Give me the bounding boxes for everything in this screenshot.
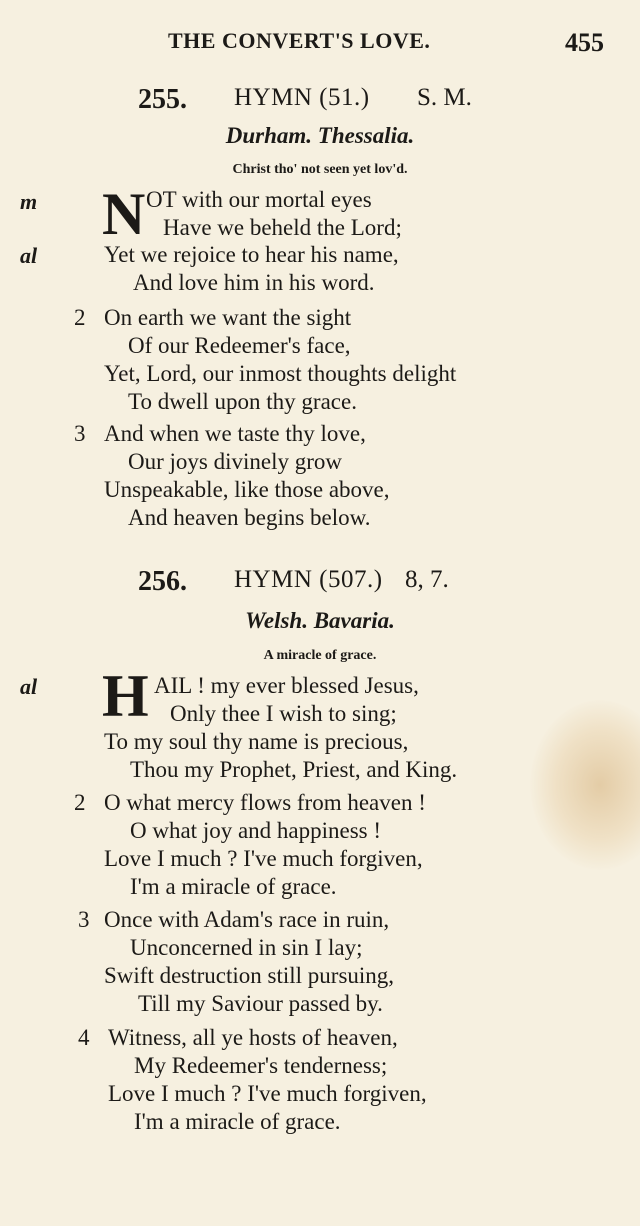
- hymn-line: To dwell upon thy grace.: [128, 389, 357, 414]
- dynamic-mark: al: [20, 243, 38, 268]
- hymn-meter: 8, 7.: [405, 566, 449, 593]
- verse-number: 4: [78, 1025, 90, 1050]
- hymn-line: Of our Redeemer's face,: [128, 333, 351, 358]
- hymn-line: O what mercy flows from heaven !: [104, 790, 426, 815]
- hymn-line: On earth we want the sight: [104, 305, 352, 330]
- hymn-256-subtitle: A miracle of grace.: [263, 648, 377, 663]
- page-number: 455: [565, 28, 604, 57]
- paper-stain: [530, 700, 640, 870]
- hymn-line: I'm a miracle of grace.: [130, 874, 337, 899]
- hymn-line: Unspeakable, like those above,: [104, 477, 390, 502]
- hymn-line: I'm a miracle of grace.: [134, 1109, 341, 1134]
- hymn-line: And when we taste thy love,: [104, 421, 366, 446]
- hymn-line: To my soul thy name is precious,: [104, 729, 409, 754]
- running-title: THE CONVERT'S LOVE.: [168, 28, 431, 53]
- hymn-meter: S. M.: [417, 84, 472, 111]
- verse-number: 2: [74, 790, 86, 815]
- hymn-255-subtitle: Christ tho' not seen yet lov'd.: [232, 162, 408, 177]
- hymn-line: OT with our mortal eyes: [146, 187, 372, 212]
- hymn-line: Only thee I wish to sing;: [170, 701, 397, 726]
- hymn-line: Witness, all ye hosts of heaven,: [108, 1025, 398, 1050]
- hymn-line: Yet, Lord, our inmost thoughts delight: [104, 361, 457, 386]
- hymn-255-tunes: Durham. Thessalia.: [225, 123, 415, 148]
- hymn-line: Have we beheld the Lord;: [163, 215, 402, 240]
- dynamic-mark: m: [20, 189, 38, 214]
- drop-cap: H: [102, 663, 149, 729]
- hymn-line: My Redeemer's tenderness;: [134, 1053, 388, 1078]
- hymn-line: Once with Adam's race in ruin,: [104, 907, 390, 932]
- dynamic-mark: al: [20, 674, 38, 699]
- hymn-number: 255.: [138, 84, 187, 115]
- hymn-line: AIL ! my ever blessed Jesus,: [154, 673, 419, 698]
- hymn-line: Love I much ? I've much forgiven,: [108, 1081, 427, 1106]
- hymn-line: Till my Saviour passed by.: [138, 991, 383, 1016]
- hymn-line: Yet we rejoice to hear his name,: [104, 242, 399, 267]
- hymn-line: And love him in his word.: [133, 270, 375, 295]
- hymn-256-tunes: Welsh. Bavaria.: [245, 608, 395, 633]
- hymn-line: Thou my Prophet, Priest, and King.: [130, 757, 458, 782]
- verse-number: 3: [78, 907, 90, 932]
- hymn-label: HYMN (51.): [234, 84, 370, 111]
- verse-number: 2: [74, 305, 86, 330]
- hymn-line: Swift destruction still pursuing,: [104, 963, 395, 988]
- hymn-line: Our joys divinely grow: [128, 449, 343, 474]
- hymn-number: 256.: [138, 566, 187, 597]
- hymn-line: Love I much ? I've much forgiven,: [104, 846, 423, 871]
- hymn-line: Unconcerned in sin I lay;: [130, 935, 363, 960]
- verse-number: 3: [74, 421, 86, 446]
- drop-cap: N: [102, 181, 146, 247]
- hymn-label: HYMN (507.): [234, 566, 383, 593]
- hymn-line: O what joy and happiness !: [130, 818, 382, 843]
- hymn-line: And heaven begins below.: [128, 505, 371, 530]
